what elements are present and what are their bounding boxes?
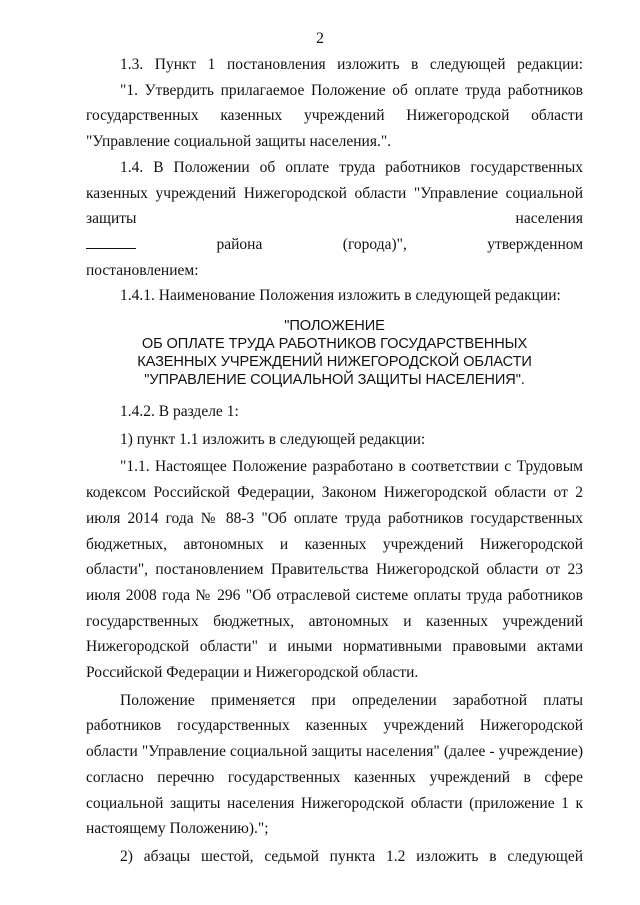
paragraph-1-4-blank-line: [86, 232, 583, 258]
page-number: 2: [316, 30, 324, 47]
blank-field: [86, 237, 136, 249]
paragraph-item-2: 2) абзацы шестой, седьмой пункта 1.2 изложить в следующей: [120, 847, 583, 865]
paragraph-1-4-2: 1.4.2. В разделе 1:: [120, 403, 239, 421]
paragraph-1-4: [86, 155, 583, 232]
title-line-1: "ПОЛОЖЕНИЕ: [284, 318, 385, 335]
paragraph-1-1-quote: "1.1. Настоящее Положение разработано в соответствии с Трудовым кодексом Российской Федерации, Законом Нижегородской области от 2 июля 2014 года № 88-З "Об оплате труда работников государственных бюджетных, автономных и казенных учреждений Нижегородской области", постановлением Правительства Нижегородской области от 23 июля 2008 года № 296 "Об отраслевой системе оплаты труда работников государственных бюджетных, автономных и казенных учреждений Нижегородской области" и иными нормативными правовыми актами: [86, 458, 583, 656]
paragraph-1-4-text: 1.4. В Положении об оплате труда работников государственных казенных учреждений Нижегородской области "Управление социальной защиты населения: [86, 158, 583, 228]
paragraph-1-1-quote-end: Российской Федерации и Нижегородской области.: [86, 664, 419, 682]
document-body: [86, 52, 583, 870]
paragraph-application: Положение применяется при определении заработной платы работников государственных казенных учреждений Нижегородской области "Управление социальной защиты населения" (далее - учреждение) согласно перечню государственных казенных учреждений в сфере социальной защиты населения Нижегородской области (приложение 1 к: [86, 691, 583, 812]
title-line-2: ОБ ОПЛАТЕ ТРУДА РАБОТНИКОВ ГОСУДАРСТВЕННЫХ: [141, 336, 528, 353]
paragraph-application-end: настоящему Положению).";: [86, 820, 269, 838]
title-line-3: КАЗЕННЫХ УЧРЕЖДЕНИЙ НИЖЕГОРОДСКОЙ ОБЛАСТИ: [137, 354, 532, 371]
paragraph-1-4-1: 1.4.1. Наименование Положения изложить в следующей редакции:: [120, 287, 561, 305]
paragraph-1-4-end: постановлением:: [86, 261, 199, 279]
paragraph-1-3: 1.3. Пункт 1 постановления изложить в следующей редакции:: [120, 56, 583, 73]
title-line-4: "УПРАВЛЕНИЕ СОЦИАЛЬНОЙ ЗАЩИТЫ НАСЕЛЕНИЯ".: [144, 372, 525, 389]
paragraph-1-quote-end: "Управление социальной защиты населения.".: [86, 133, 392, 151]
paragraph-1-quote: "1. Утвердить прилагаемое Положение об оплате труда работников государственных казенных учреждений Нижегородской области: [86, 81, 583, 125]
regulation-title: [86, 317, 583, 389]
paragraph-1-4-continuation: района (города)", утвержденном: [216, 235, 584, 253]
paragraph-item-1: 1) пункт 1.1 изложить в следующей редакции:: [120, 430, 426, 448]
